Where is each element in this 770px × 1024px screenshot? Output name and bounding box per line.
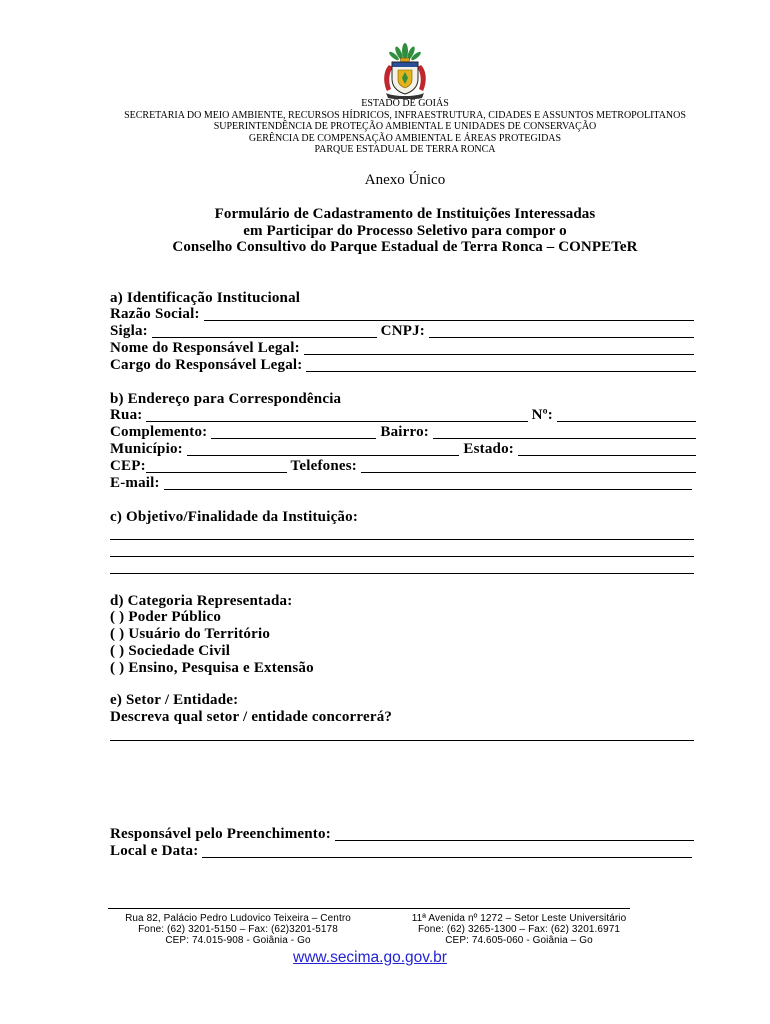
crest-crown <box>400 58 410 62</box>
footer-phone-line: Fone: (62) 3265-1300 – Fax: (62) 3201.6971 <box>417 924 621 935</box>
sigla-cnpj-row <box>110 323 696 340</box>
cargo-responsavel-row <box>110 357 696 374</box>
objetivo-line-row <box>110 559 696 576</box>
website-link[interactable]: www.secima.go.gov.br <box>293 949 447 966</box>
municipio-field[interactable] <box>187 441 460 456</box>
header-state: ESTADO DE GOIÁS <box>361 98 449 109</box>
footer-divider <box>108 908 630 909</box>
sociedade-civil-label: Sociedade Civil <box>128 642 231 659</box>
responsavel-legal-label: Nome do Responsável Legal: <box>110 339 300 356</box>
categoria-option <box>110 626 696 643</box>
cep-telefones-row <box>110 458 696 475</box>
ensino-pesquisa-checkbox[interactable]: ( ) <box>110 659 125 676</box>
cnpj-label: CNPJ: <box>380 323 425 340</box>
poder-publico-label: Poder Público <box>128 609 222 626</box>
institution-header <box>40 98 770 156</box>
telefones-field[interactable] <box>361 458 696 473</box>
numero-label: Nº: <box>531 407 553 424</box>
objetivo-field[interactable] <box>110 525 694 540</box>
usuario-territorio-label: Usuário do Território <box>128 626 271 643</box>
rua-numero-row <box>110 407 696 424</box>
rua-field[interactable] <box>146 407 527 422</box>
municipio-label: Município: <box>110 440 183 457</box>
categoria-option <box>110 643 696 660</box>
section-c-heading: c) Objetivo/Finalidade da Instituição: <box>110 508 359 525</box>
razao-social-label: Razão Social: <box>110 306 200 323</box>
sigla-label: Sigla: <box>110 323 148 340</box>
header-management: GERÊNCIA DE COMPENSAÇÃO AMBIENTAL E ÁREAS PROTEGIDAS <box>248 132 562 144</box>
responsavel-preenchimento-row <box>110 826 696 843</box>
coat-of-arms-logo <box>380 43 430 99</box>
footer-cep-line: CEP: 74.015-908 - Goiânia - Go <box>165 935 311 946</box>
ensino-pesquisa-label: Ensino, Pesquisa e Extensão <box>128 659 314 676</box>
footer-address-right <box>389 913 649 946</box>
poder-publico-checkbox[interactable]: ( ) <box>110 609 125 626</box>
cnpj-field[interactable] <box>429 323 694 338</box>
form-title-line: Formulário de Cadastramento de Instituições Interessadas <box>214 206 596 222</box>
municipio-estado-row <box>110 441 696 458</box>
responsavel-preenchimento-label: Responsável pelo Preenchimento: <box>110 826 331 842</box>
local-data-label: Local e Data: <box>110 842 199 859</box>
setor-line-row <box>110 726 696 743</box>
razao-social-field[interactable] <box>204 306 694 321</box>
footer-address-line: 11ª Avenida nº 1272 – Setor Leste Universitário <box>411 913 627 924</box>
estado-label: Estado: <box>463 440 514 457</box>
responsavel-legal-field[interactable] <box>304 340 694 355</box>
section-b-heading: b) Endereço para Correspondência <box>110 390 342 407</box>
bairro-label: Bairro: <box>380 424 429 441</box>
header-superintendency: SUPERINTENDÊNCIA DE PROTEÇÃO AMBIENTAL E UNIDADES DE CONSERVAÇÃO <box>213 121 597 132</box>
categoria-option <box>110 609 696 626</box>
section-identificacao-institucional <box>110 290 696 374</box>
footer-address-left <box>108 913 368 946</box>
cargo-responsavel-field[interactable] <box>306 357 696 372</box>
razao-social-row <box>110 306 696 323</box>
objetivo-field[interactable] <box>110 542 694 557</box>
footer-cep-line: CEP: 74.605-060 - Goiânia – Go <box>445 935 593 946</box>
section-assinatura <box>110 826 696 860</box>
email-label: E-mail: <box>110 474 160 491</box>
responsavel-legal-row <box>110 340 696 357</box>
responsavel-preenchimento-field[interactable] <box>335 826 694 841</box>
bairro-field[interactable] <box>433 424 696 439</box>
objetivo-line-row <box>110 542 696 559</box>
objetivo-field[interactable] <box>110 559 694 574</box>
categoria-option <box>110 660 696 677</box>
footer-phone-line: Fone: (62) 3201-5150 – Fax: (62)3201-5178 <box>138 924 338 935</box>
usuario-territorio-checkbox[interactable]: ( ) <box>110 626 125 643</box>
form-title-line: Conselho Consultivo do Parque Estadual de Terra Ronca – CONPETeR <box>172 239 638 255</box>
telefones-label: Telefones: <box>290 457 357 474</box>
email-row <box>110 475 696 492</box>
complemento-bairro-row <box>110 424 696 441</box>
footer-address-line: Rua 82, Palácio Pedro Ludovico Teixeira – Centro <box>125 913 351 924</box>
form-title-line: em Participar do Processo Seletivo para compor o <box>243 222 567 239</box>
header-secretariat: SECRETARIA DO MEIO AMBIENTE, RECURSOS HÍDRICOS, INFRAESTRUTURA, CIDADES E ASSUNTOS METROPOLITANOS <box>124 109 686 121</box>
rua-label: Rua: <box>110 407 143 424</box>
form-title <box>40 206 770 256</box>
section-objetivo <box>110 509 696 576</box>
sociedade-civil-checkbox[interactable]: ( ) <box>110 642 125 659</box>
setor-question: Descreva qual setor / entidade concorrerá? <box>110 708 393 725</box>
estado-field[interactable] <box>518 441 696 456</box>
shield-chief <box>393 63 418 68</box>
cep-label: CEP: <box>110 457 146 474</box>
sigla-field[interactable] <box>152 323 377 338</box>
local-data-row <box>110 843 696 860</box>
section-d-heading: d) Categoria Representada: <box>110 592 293 609</box>
annex-title: Anexo Único <box>364 172 446 188</box>
complemento-field[interactable] <box>211 424 376 439</box>
local-data-field[interactable] <box>202 843 692 858</box>
section-e-heading: e) Setor / Entidade: <box>110 692 239 708</box>
header-park: PARQUE ESTADUAL DE TERRA RONCA <box>314 144 496 155</box>
email-field[interactable] <box>164 475 692 490</box>
setor-entidade-field[interactable] <box>110 726 694 741</box>
cargo-responsavel-label: Cargo do Responsável Legal: <box>110 356 303 373</box>
objetivo-line-row <box>110 525 696 542</box>
numero-field[interactable] <box>557 407 696 422</box>
cep-field[interactable] <box>146 458 287 473</box>
section-endereco <box>110 391 696 492</box>
section-setor-entidade <box>110 692 696 742</box>
section-categoria <box>110 593 696 677</box>
complemento-label: Complemento: <box>110 424 208 441</box>
section-a-heading: a) Identificação Institucional <box>110 289 301 306</box>
